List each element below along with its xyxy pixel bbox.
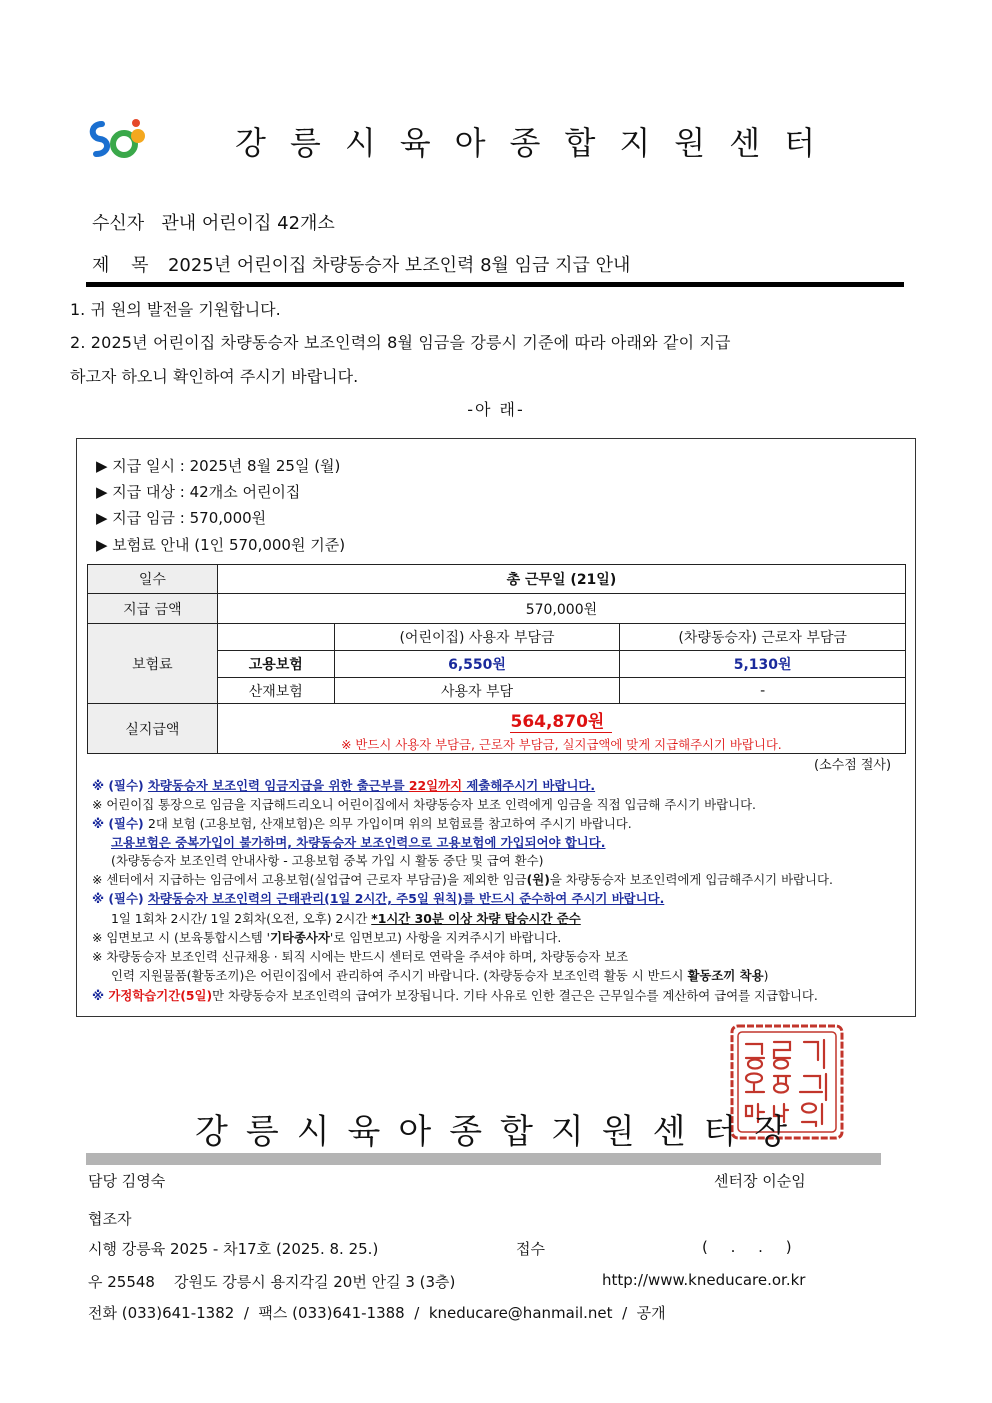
note-3-a: 2대 보험 (고용보험, 산재보험)은 의무 가입이며 위의 보험료를 참고하여 주시기 바랍니다. bbox=[147, 816, 632, 831]
item-insurance-guide: ▶ 보험료 안내 (1인 570,000원 기준) bbox=[96, 536, 346, 554]
manager-line: 담당 김영숙 bbox=[88, 1172, 166, 1190]
note-7-b-line bbox=[111, 966, 768, 984]
decimal-note: (소수점 절사) bbox=[814, 758, 892, 773]
table-row bbox=[88, 594, 906, 624]
address-line: 우 25548 강원도 강릉시 용지각길 20번 안길 3 (3층) bbox=[88, 1273, 456, 1291]
note-5 bbox=[92, 889, 664, 907]
item-pay-date: ▶ 지급 일시 : 2025년 8월 25일 (월) bbox=[96, 457, 341, 475]
industrial-insurance-employer: 사용자 부담 bbox=[334, 678, 620, 704]
subject-label: 제 목 bbox=[92, 255, 157, 276]
pay-table bbox=[87, 564, 906, 754]
note-6 bbox=[92, 928, 561, 946]
pay-value: 570,000원 bbox=[217, 594, 905, 624]
recipient-line bbox=[92, 209, 335, 235]
doc-number: 시행 강릉육 2025 - 차17호 (2025. 8. 25.) bbox=[88, 1240, 379, 1258]
note-4-a: ※ 센터에서 지급하는 임금에서 고용보험(실업급여 근로자 부담금)을 제외한 임금 bbox=[92, 872, 527, 887]
note-8 bbox=[92, 986, 818, 1004]
note-4-b: (원) bbox=[526, 872, 550, 887]
note-3-b bbox=[111, 833, 605, 851]
cooperator-line: 협조자 bbox=[88, 1210, 132, 1228]
table-row bbox=[88, 704, 906, 754]
receipt-label: 접수 bbox=[516, 1240, 545, 1258]
subject-value: 2025년 어린이집 차량동승자 보조인력 8월 임금 지급 안내 bbox=[167, 255, 631, 276]
recipient-label: 수신자 bbox=[92, 213, 145, 234]
industrial-insurance-worker: - bbox=[620, 678, 906, 704]
note-8-mark: ※ bbox=[92, 988, 109, 1003]
worker-header: (차량동승자) 근로자 부담금 bbox=[620, 624, 906, 651]
website-link[interactable]: http://www.kneducare.or.kr bbox=[602, 1271, 806, 1289]
pay-label: 지급 금액 bbox=[88, 594, 218, 624]
employment-insurance-employer: 6,550원 bbox=[334, 651, 620, 678]
director-line: 센터장 이순임 bbox=[714, 1172, 806, 1190]
ceo-title: 강릉시육아종합지원센터장 bbox=[195, 1112, 806, 1152]
employment-insurance-label: 고용보험 bbox=[217, 651, 334, 678]
note-5-mark: ※ (필수) bbox=[92, 891, 148, 906]
note-4 bbox=[92, 870, 833, 888]
note-6-b: 기타종사자 bbox=[270, 930, 330, 945]
item-pay-amount: ▶ 지급 임금 : 570,000원 bbox=[96, 509, 267, 527]
note-7-a: ※ 차량동승자 보조인력 신규채용 · 퇴직 시에는 반드시 센터로 연락을 주셔야 하며, 차량동승자 보조 bbox=[92, 949, 629, 964]
body-line-2b: 하고자 하오니 확인하여 주시기 바랍니다. bbox=[70, 367, 359, 386]
note-4-c: 을 차량동승자 보조인력에게 입금해주시기 바랍니다. bbox=[549, 872, 833, 887]
note-5-c: *1시간 30분 이상 차량 탑승시간 준수 bbox=[371, 911, 581, 926]
note-1-c: 제출해주시기 바랍니다. bbox=[462, 778, 596, 793]
contact-line: 전화 (033)641-1382 / 팩스 (033)641-1388 / kneducare@hanmail.net / 공개 bbox=[88, 1304, 666, 1322]
org-logo-icon bbox=[88, 114, 152, 164]
note-5-detail bbox=[111, 909, 581, 927]
note-1 bbox=[92, 776, 595, 794]
insurance-label: 보험료 bbox=[88, 624, 218, 704]
note-5-b: 1일 1회차 2시간/ 1일 2회차(오전, 오후) 2시간 bbox=[111, 911, 372, 926]
notice-heading: -아 래- bbox=[467, 400, 525, 419]
note-2: ※ 어린이집 통장으로 임금을 지급해드리오니 어린이집에서 차량동승자 보조 인력에게 임금을 직접 입금해 주시기 바랍니다. bbox=[92, 797, 756, 812]
note-3-b-text: 고용보험은 중복가입이 불가하며, 차량동승자 보조인력으로 고용보험에 가입되어야 합니다. bbox=[111, 835, 606, 850]
employment-insurance-worker: 5,130원 bbox=[620, 651, 906, 678]
note-6-a: ※ 임면보고 시 (보육통합시스템 ' bbox=[92, 930, 271, 945]
net-pay-label: 실지급액 bbox=[88, 704, 218, 754]
item-pay-target: ▶ 지급 대상 : 42개소 어린이집 bbox=[96, 483, 301, 501]
note-3-mark: ※ (필수) bbox=[92, 816, 148, 831]
note-8-a: 가정학습기간(5일) bbox=[108, 988, 213, 1003]
subject-line bbox=[92, 251, 630, 277]
note-7-d: ) bbox=[763, 968, 769, 983]
note-7-c: 활동조끼 착용 bbox=[687, 968, 764, 983]
net-pay-cell bbox=[217, 704, 905, 754]
days-value: 총 근무일 (21일) bbox=[217, 565, 905, 594]
table-row bbox=[88, 565, 906, 594]
days-label: 일수 bbox=[88, 565, 218, 594]
header-divider bbox=[86, 282, 904, 287]
footer-divider bbox=[86, 1153, 881, 1165]
note-1-a: 차량동승자 보조인력 임금지급을 위한 출근부를 bbox=[147, 778, 409, 793]
note-1-mark: ※ (필수) bbox=[92, 778, 148, 793]
employer-header: (어린이집) 사용자 부담금 bbox=[334, 624, 620, 651]
note-8-b: 만 차량동승자 보조인력의 급여가 보장됩니다. 기타 사유로 인한 결근은 근무일수를 계산하여 급여를 지급합니다. bbox=[212, 988, 818, 1003]
net-pay-note: ※ 반드시 사용자 부담금, 근로자 부담금, 실지급액에 맞게 지급해주시기 바랍니다. bbox=[341, 736, 782, 752]
note-7-b: 인력 지원물품(활동조끼)은 어린이집에서 관리하여 주시기 바랍니다. (차량동승자 보조인력 활동 시 반드시 bbox=[111, 968, 688, 983]
body-line-1: 1. 귀 원의 발전을 기원합니다. bbox=[70, 300, 281, 319]
empty-cell bbox=[217, 624, 334, 651]
receipt-date: ( . . ) bbox=[702, 1238, 792, 1256]
note-1-b: 22일까지 bbox=[408, 778, 463, 793]
org-title: 강릉시육아종합지원센터 bbox=[235, 124, 840, 162]
net-pay-value: 564,870원 bbox=[510, 707, 612, 733]
body-line-2a: 2. 2025년 어린이집 차량동승자 보조인력의 8월 임금을 강릉시 기준에 따라 아래와 같이 지급 bbox=[70, 333, 731, 352]
note-3-c: (차량동승자 보조인력 안내사항 - 고용보험 중복 가입 시 활동 중단 및 급여 환수) bbox=[111, 853, 544, 868]
note-5-a: 차량동승자 보조인력의 근태관리(1일 2시간, 주5일 원칙)를 반드시 준수하여 주시기 바랍니다. bbox=[147, 891, 665, 906]
note-3 bbox=[92, 814, 632, 832]
recipient-value: 관내 어린이집 42개소 bbox=[161, 213, 335, 234]
table-row bbox=[88, 624, 906, 651]
industrial-insurance-label: 산재보험 bbox=[217, 678, 334, 704]
note-6-c: '로 임면보고) 사항을 지켜주시기 바랍니다. bbox=[329, 930, 562, 945]
